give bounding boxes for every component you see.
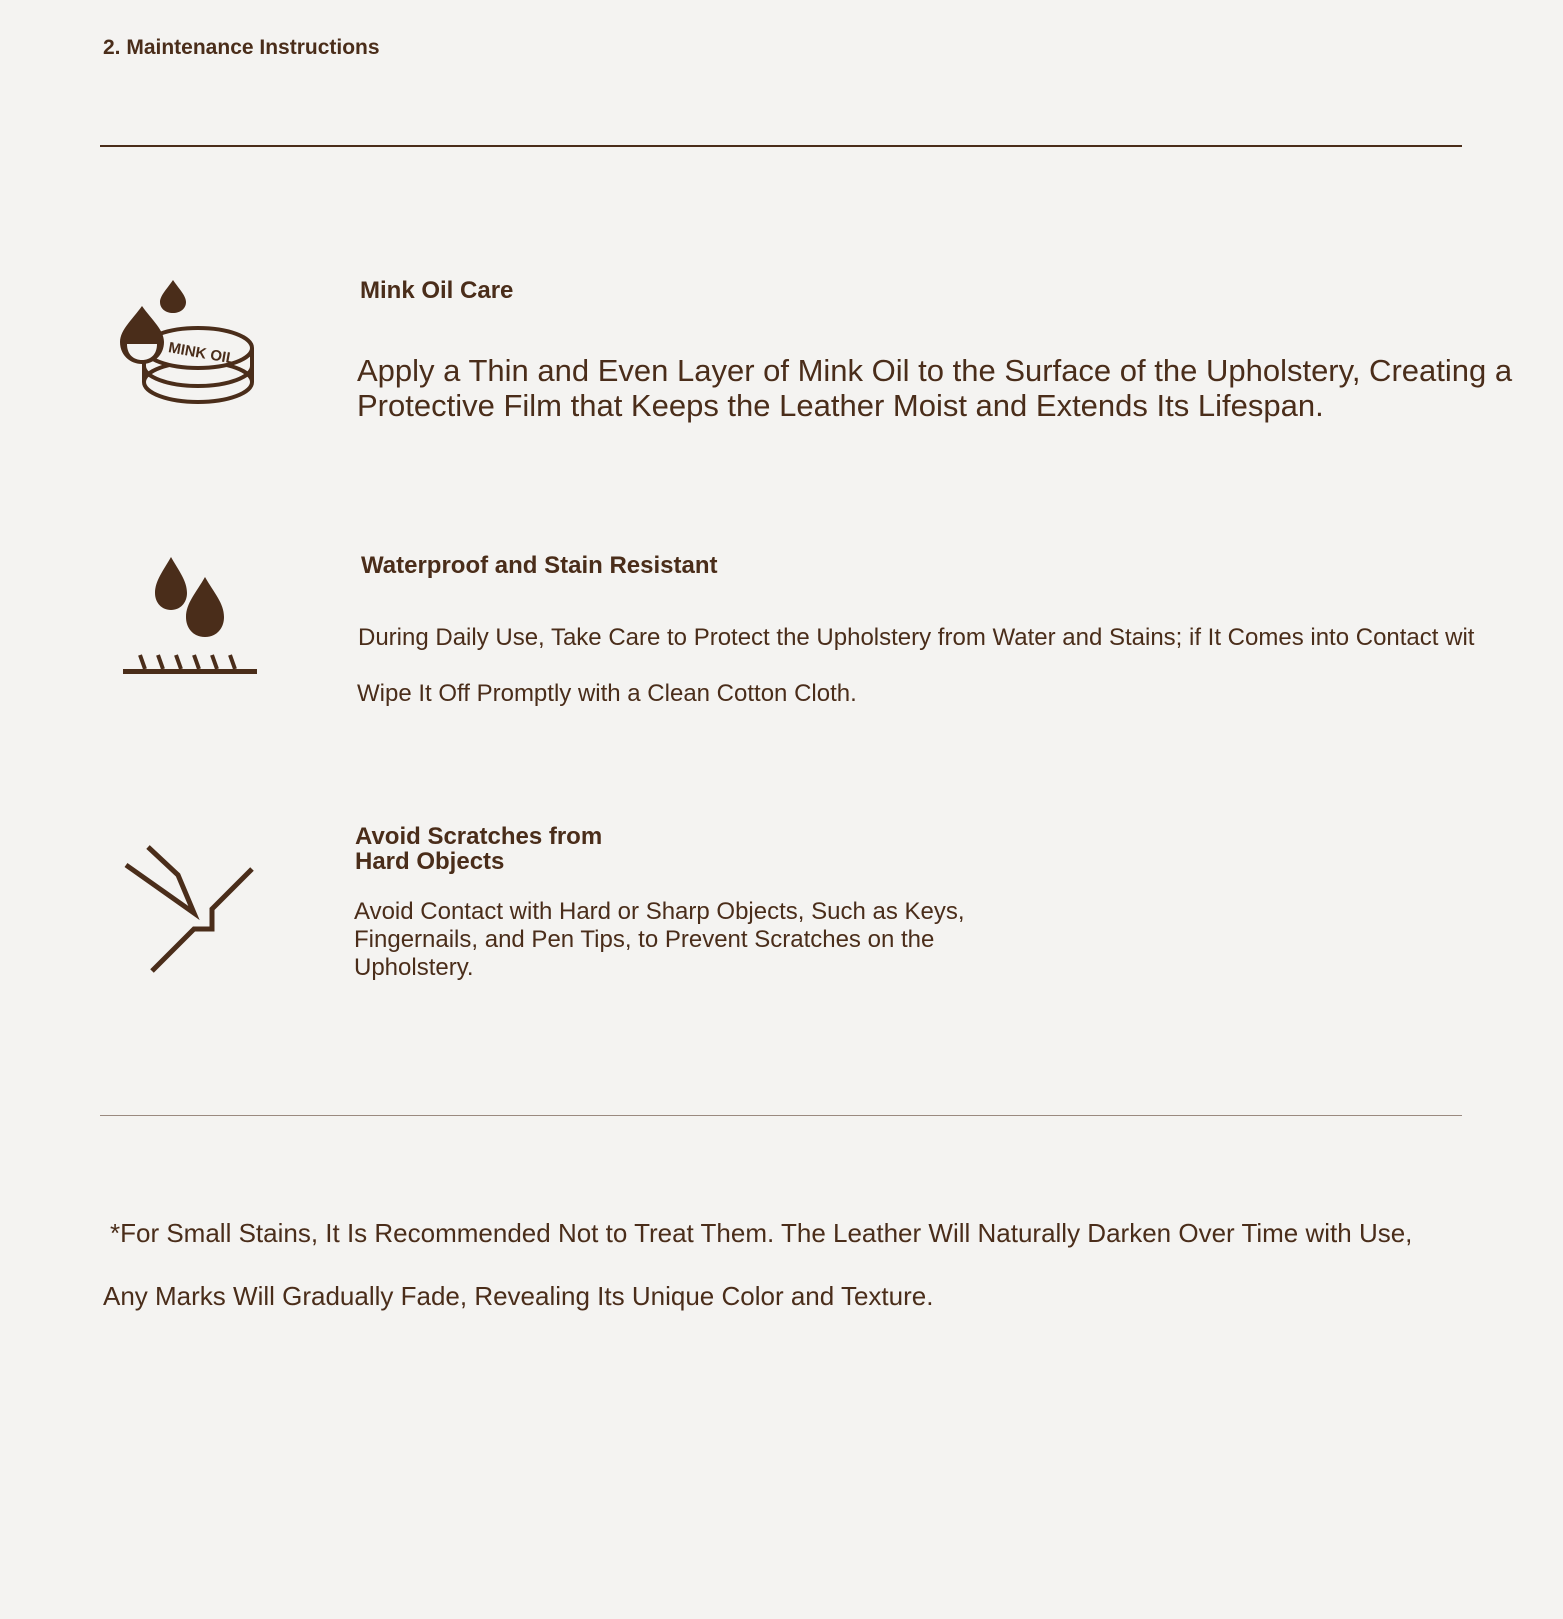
note-line-1: *For Small Stains, It Is Recommended Not to Treat Them. The Leather Will Naturally Darken Over Time with Use, bbox=[110, 1218, 1413, 1248]
bottom-divider bbox=[100, 1115, 1462, 1116]
waterproof-description-line-1: During Daily Use, Take Care to Protect the Upholstery from Water and Stains; if It Comes into Contact wit bbox=[358, 624, 1475, 651]
avoid-scratches-title bbox=[355, 824, 655, 874]
avoid-scratches-description: Avoid Contact with Hard or Sharp Objects, Such as Keys, Fingernails, and Pen Tips, to Prevent Scratches on the Upholstery. bbox=[354, 898, 965, 981]
scratch-icon bbox=[126, 845, 256, 975]
water-drops-icon bbox=[123, 555, 263, 685]
mink-oil-jar-icon bbox=[118, 278, 268, 428]
avoid-scratches-title-line-2: Hard Objects bbox=[355, 848, 505, 876]
avoid-scratches-title-line-1: Avoid Scratches from bbox=[355, 823, 603, 850]
top-divider bbox=[100, 145, 1462, 147]
mink-oil-jar-label: MINK OIL bbox=[167, 339, 237, 368]
mink-oil-care-title: Mink Oil Care bbox=[360, 277, 514, 304]
mink-oil-care-description: Apply a Thin and Even Layer of Mink Oil to the Surface of the Upholstery, Creating a Protective Film that Keeps the Leather Moist and Extends Its Lifespan. bbox=[357, 353, 1513, 423]
section-title: 2. Maintenance Instructions bbox=[103, 36, 380, 59]
waterproof-description-line-2: Wipe It Off Promptly with a Clean Cotton Cloth. bbox=[357, 680, 857, 707]
waterproof-title: Waterproof and Stain Resistant bbox=[361, 552, 718, 579]
note-line-2: Any Marks Will Gradually Fade, Revealing Its Unique Color and Texture. bbox=[103, 1281, 934, 1311]
